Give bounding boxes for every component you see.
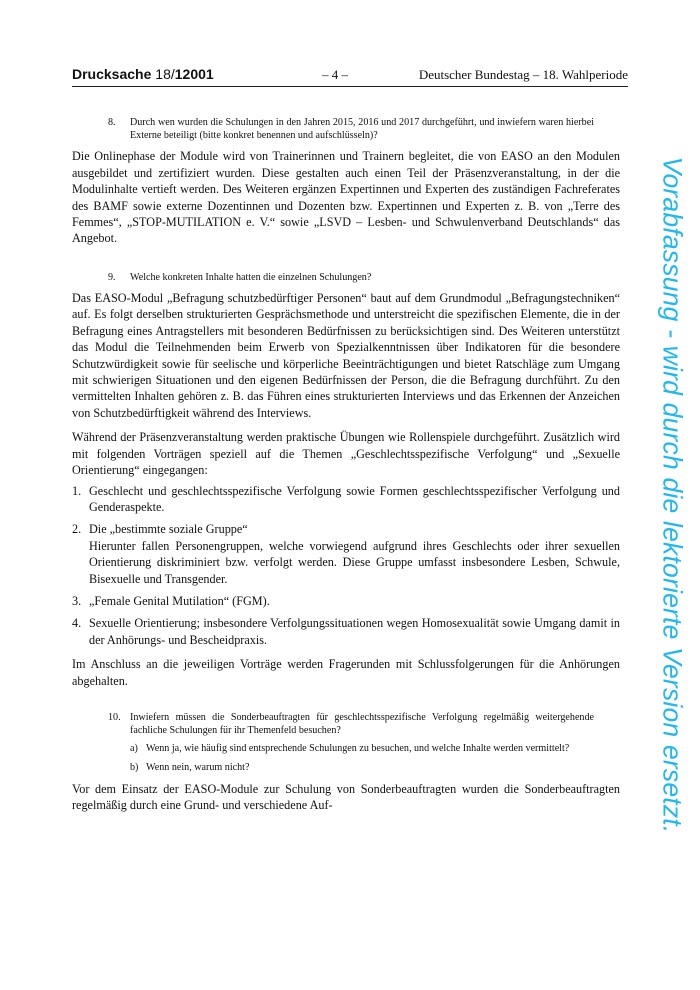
answer-8: Die Onlinephase der Module wird von Trainerinnen und Trainern begleitet, die von EASO an den Modulen ausgebildet und zertifiziert wurden. Diese gestalten auch einen Teil der Präsenzveranstaltung, in der die Modulinhalte vertieft werden. Des Weiteren ergänzen Expertinnen und Experten des zuständigen Fachreferates des BAMF sowie externe Dozentinnen und Dozenten bzw. Expertinnen und Experten z. B. von „Terre des Femmes“, „STOP-MUTILATION e. V.“ sowie „LSVD – Lesben- und Schwulenverband Deutschlands“ das Angebot. xyxy=(72,149,620,246)
question-text: Inwiefern müssen die Sonderbeauftragten für geschlechtsspezifische Verfolgung regelmäßig weitergehende fachliche Schulungen für ihr Themenfeld besuchen? xyxy=(130,711,594,737)
list-item-text: Hierunter fallen Personengruppen, welche vorwiegend aufgrund ihres Geschlechts oder ihrer sexuellen Orientierung diskriminiert bzw. verfolgt werden. Diese Gruppe umfasst insbesondere Lesben, Schwule, Bisexuelle und Transgender. xyxy=(89,538,620,586)
list-item xyxy=(72,615,620,648)
number-main: 12001 xyxy=(174,66,214,82)
page-content xyxy=(72,116,620,814)
list-item-number: 3. xyxy=(72,593,82,608)
subquestion-text: Wenn nein, warum nicht? xyxy=(146,761,250,773)
list-item-number: 1. xyxy=(72,483,82,498)
drucksache-label: Drucksache xyxy=(72,66,152,82)
answer-9-paragraph-1: Das EASO-Modul „Befragung schutzbedürftiger Personen“ baut auf dem Grundmodul „Befragungstechniken“ auf. Es folgt derselben strukturierten Gesprächsmethode und unterstreicht die spezifischen Elemente, die in der Befragung eines Antragstellers mit besonderen Bedürfnissen zu berücksichtigen sind. Des Weiteren unterstützt das Modul die Teilnehmenden beim Erwerb von Spezialkenntnissen über Indikatoren für die besondere Schutzwürdigkeit sowie für seelische und körperliche Beeinträchtigungen und bietet Ratschläge zum Umgang mit schwierigen Situationen und den eigenen Bedürfnissen der Person, die die Befragung durchführt. Zu den vermittelten Inhalten gehören z. B. das Führen eines strukturierten Interviews und das Erkennen der Anzeichen von Schutzbedürftigkeit während des Interviews. xyxy=(72,291,620,420)
list-item-number: 4. xyxy=(72,616,82,631)
list-item-text: Geschlecht und geschlechtsspezifische Verfolgung sowie Formen geschlechtsspezifischer Verfolgung und Genderaspekte. xyxy=(89,483,620,514)
question-10a xyxy=(130,742,594,755)
subquestion-letter: a) xyxy=(130,743,138,755)
subquestion-letter: b) xyxy=(130,761,139,773)
question-8 xyxy=(108,116,594,142)
institution: Deutscher Bundestag – 18. Wahlperiode xyxy=(418,67,628,82)
question-text: Durch wen wurden die Schulungen in den Jahren 2015, 2016 und 2017 durchgeführt, und inwiefern waren hierbei Externe beteiligt (bitte konkret benennen und aufschlüsseln)? xyxy=(130,117,594,142)
list-item-text: Sexuelle Orientierung; insbesondere Verfolgungssituationen wegen Homosexualität sowie Umgang damit in der Anhörungs- und Bescheidpraxis. xyxy=(89,616,620,647)
list-item xyxy=(72,593,620,609)
question-9 xyxy=(108,271,594,284)
list-item-text: „Female Genital Mutilation“ (FGM). xyxy=(89,593,270,608)
answer-10: Vor dem Einsatz der EASO-Module zur Schulung von Sonderbeauftragten wurden die Sonderbeauftragten regelmäßig durch eine Grund- und verschiedene Auf- xyxy=(72,781,620,813)
list-item-content xyxy=(89,521,620,587)
question-text: Welche konkreten Inhalte hatten die einzelnen Schulungen? xyxy=(130,271,372,283)
page-header xyxy=(72,66,628,87)
question-number: 10. xyxy=(108,711,121,723)
list-item xyxy=(72,521,620,587)
draft-watermark: Vorabfassung - wird durch die lektorierte Version ersetzt. xyxy=(657,156,688,834)
answer-9-paragraph-3: Im Anschluss an die jeweiligen Vorträge werden Fragerunden mit Schlussfolgerungen für die Anhörungen abgehalten. xyxy=(72,657,620,688)
question-10b xyxy=(130,761,594,774)
document-number xyxy=(72,66,214,82)
list-item-number: 2. xyxy=(72,522,82,537)
lecture-list xyxy=(72,483,620,649)
list-item xyxy=(72,483,620,516)
question-number: 8. xyxy=(108,117,116,128)
number-prefix: 18/ xyxy=(155,66,175,82)
list-item-title: Die „bestimmte soziale Gruppe“ xyxy=(89,522,248,537)
page-number: – 4 – xyxy=(322,67,348,82)
answer-9-paragraph-2: Während der Präsenzveranstaltung werden praktische Übungen wie Rollenspiele durchgeführt. Zusätzlich wird mit folgenden Vorträgen speziell auf die Themen „Geschlechtsspezifische Verfolgung“ und „Sexuelle Orientierung“ eingegangen: xyxy=(72,430,620,478)
question-10 xyxy=(108,711,594,737)
question-number: 9. xyxy=(108,271,116,283)
subquestion-text: Wenn ja, wie häufig sind entsprechende Schulungen zu besuchen, und welche Inhalte werden vermittelt? xyxy=(146,743,570,755)
